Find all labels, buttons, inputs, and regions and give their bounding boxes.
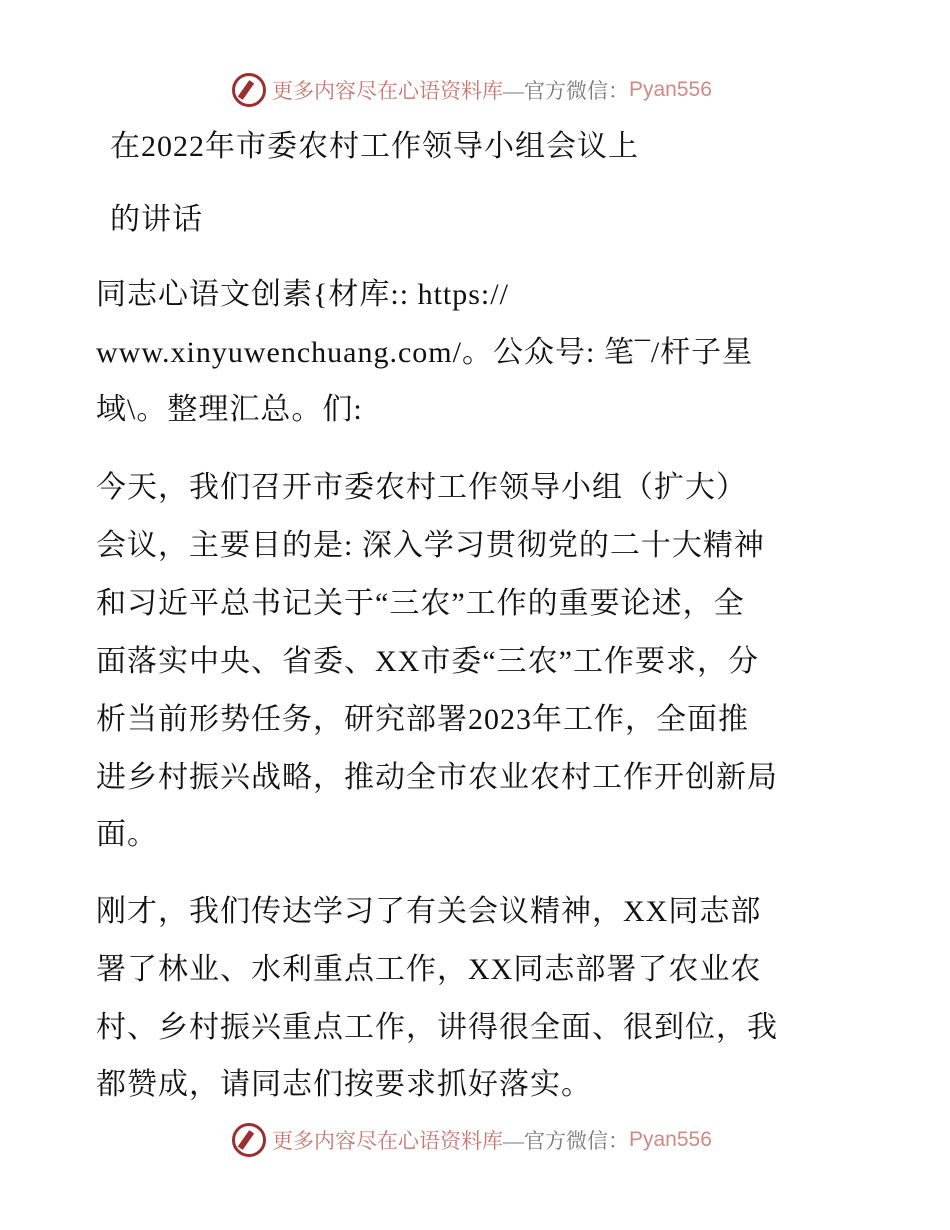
body-text-line: www.xinyuwenchuang.com/。公众号: 笔¯/杆子星 [96,336,754,369]
pen-logo-icon [232,1123,266,1157]
body-text-line: 析当前形势任务，研究部署2023年工作，全面推 [96,703,749,736]
body-text-line: 域\。整理汇总。们: [96,393,363,426]
body-text-line: 面落实中央、省委、XX市委“三农”工作要求，分 [96,645,759,678]
body-text-line: 今天，我们召开市委农村工作领导小组（扩大） [96,471,747,504]
body-text-line: 刚才，我们传达学习了有关会议精神，XX同志部 [96,895,762,928]
doc-title-line-2: 的讲话 [110,203,203,236]
footer-watermark: 更多内容尽在心语资料库 —官方微信： Pyan556 [232,1120,712,1160]
pen-logo-icon [232,73,266,107]
body-text-line: 面。 [96,818,158,851]
body-text-line: 都赞成，请同志们按要求抓好落实。 [96,1068,592,1101]
body-text-line: 会议，主要目的是: 深入学习贯彻党的二十大精神 [96,529,765,562]
body-text-line: 同志心语文创素{材库:: https:// [96,278,509,311]
body-text-line: 进乡村振兴战略，推动全市农业农村工作开创新局 [96,761,778,794]
doc-title-line-1: 在2022年市委农村工作领导小组会议上 [110,130,639,163]
body-text-line: 村、乡村振兴重点工作，讲得很全面、很到位，我 [96,1011,778,1044]
body-text-line: 和习近平总书记关于“三农”工作的重要论述，全 [96,587,745,620]
body-text-line: 署了林业、水利重点工作，XX同志部署了农业农 [96,953,762,986]
header-watermark: 更多内容尽在心语资料库 —官方微信： Pyan556 [232,70,712,110]
